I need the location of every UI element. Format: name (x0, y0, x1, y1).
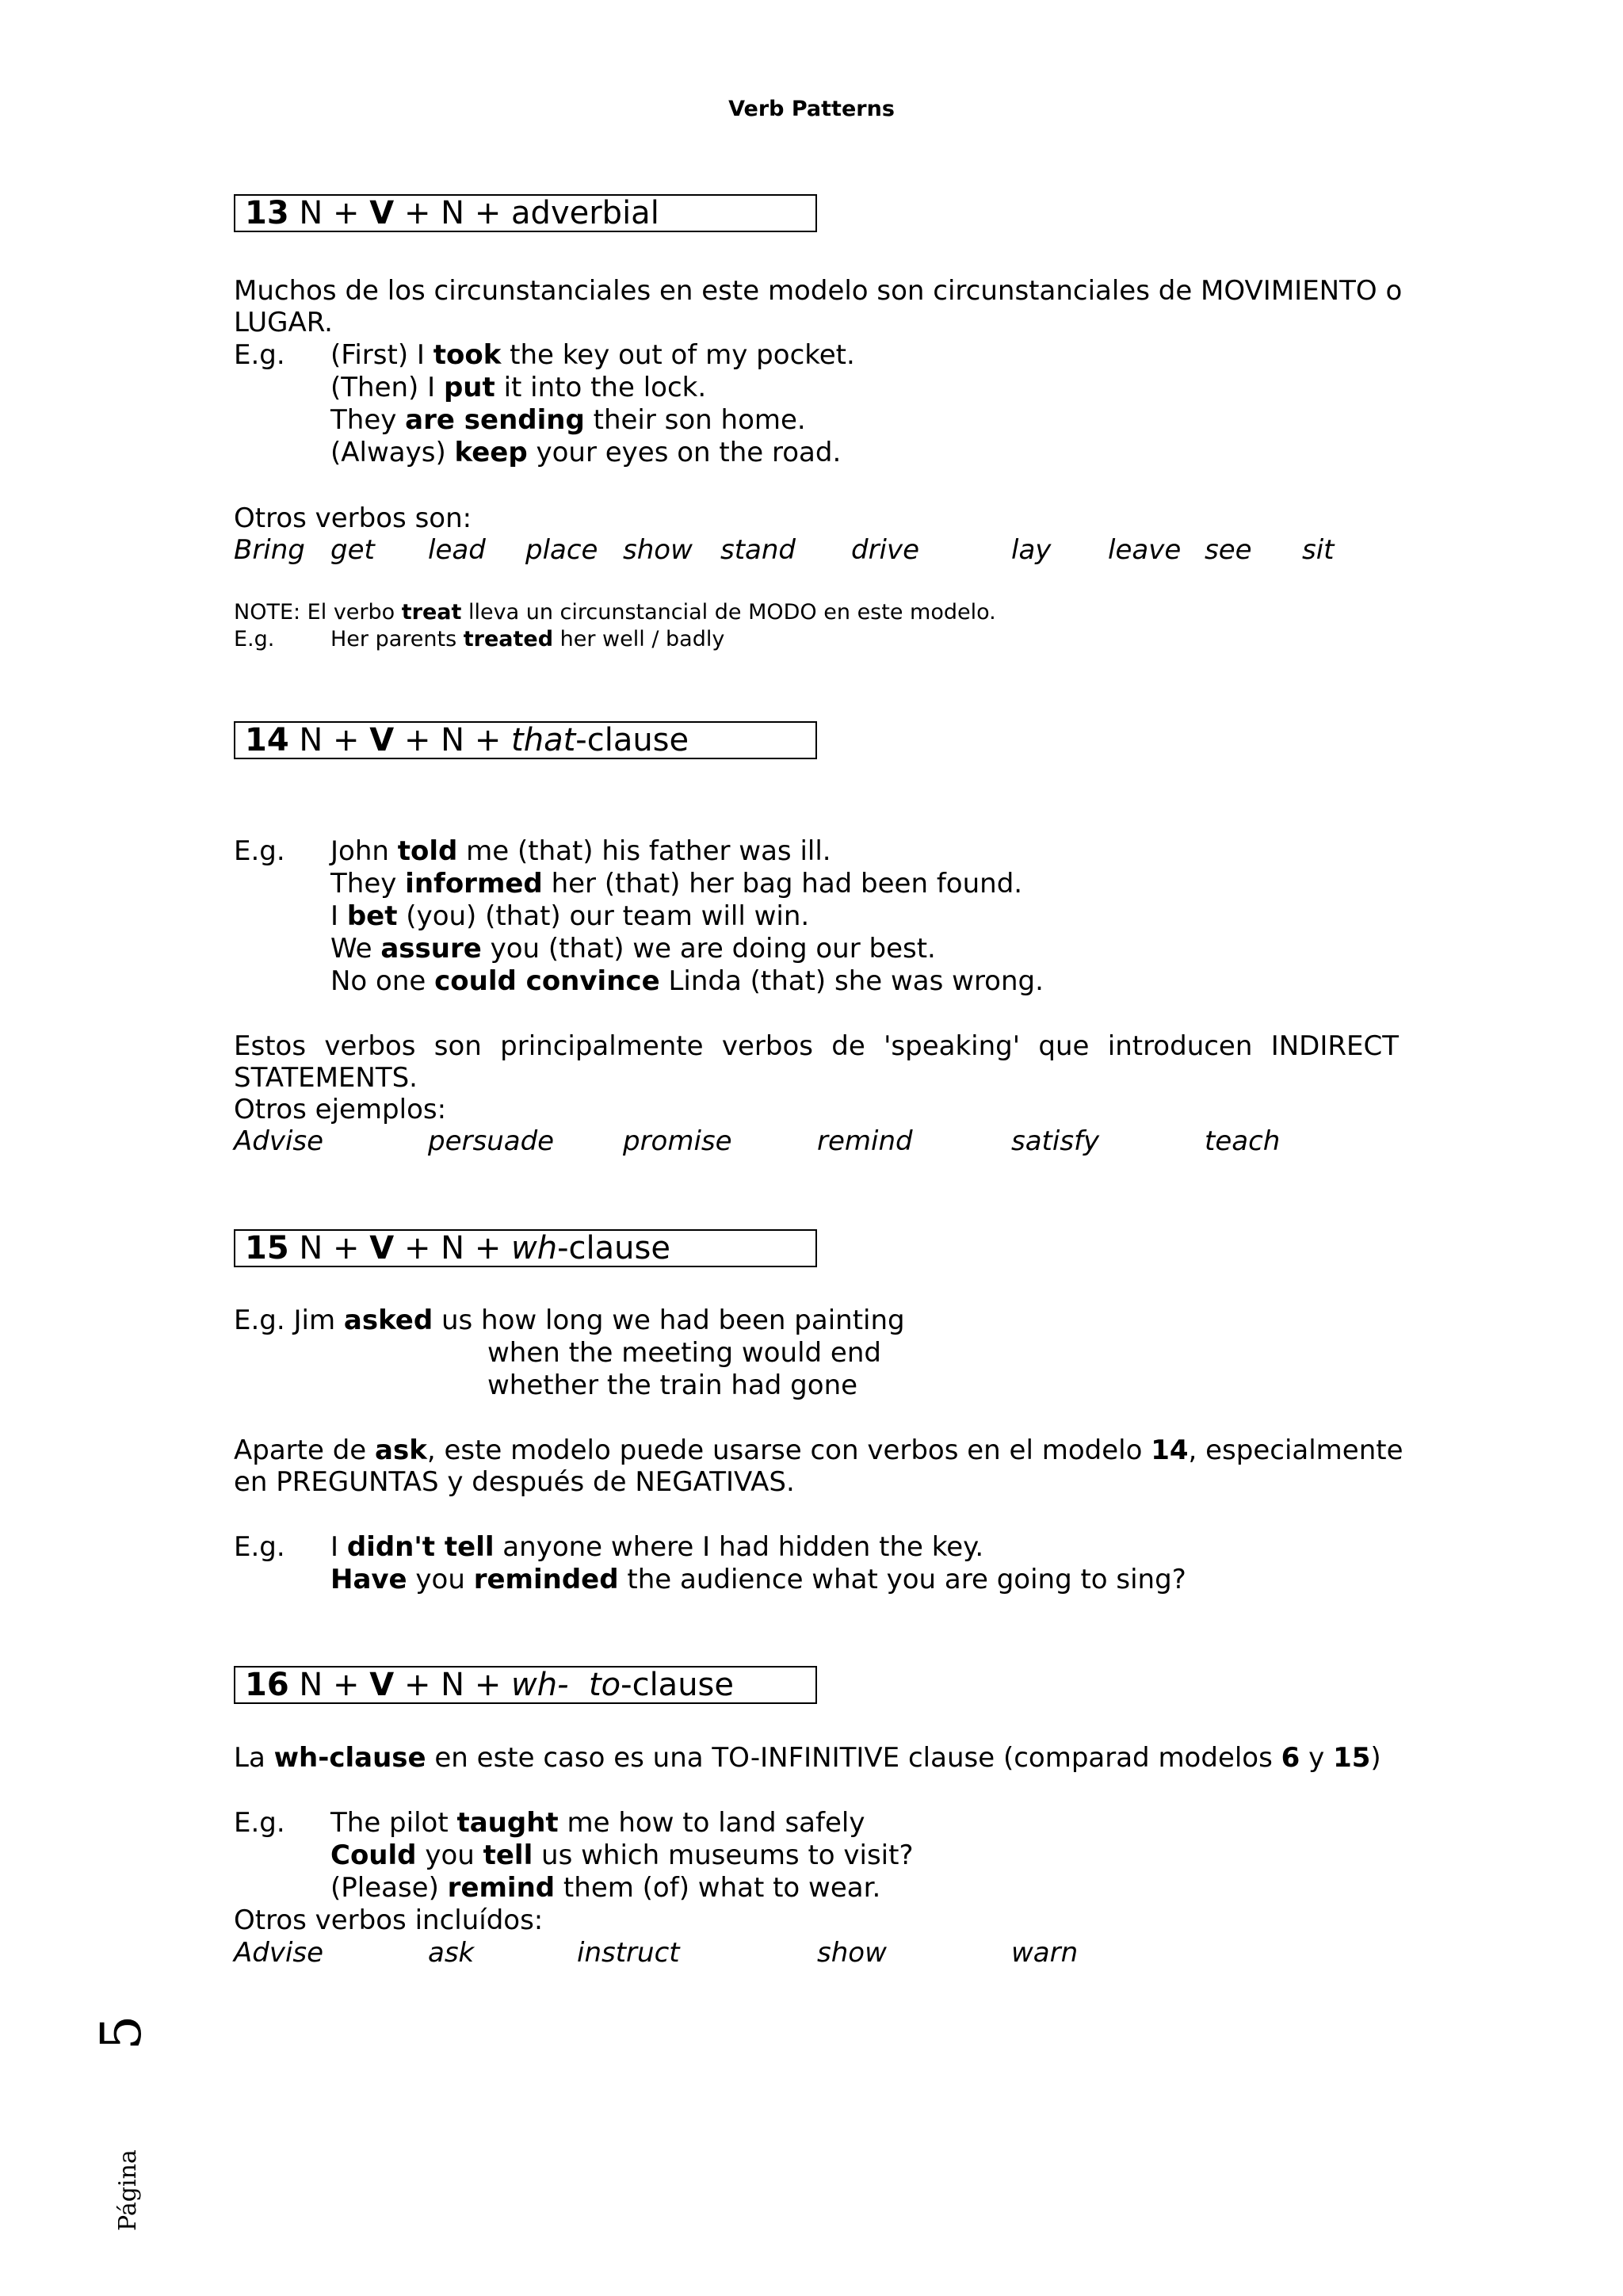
s14-eg-label: E.g. (234, 835, 285, 867)
s15-example-4: I didn't tell anyone where I had hidden the key. (330, 1531, 984, 1563)
s15-example-3: whether the train had gone (487, 1370, 858, 1401)
verb-item: leave (1108, 534, 1182, 566)
s14-description-line2: STATEMENTS. (234, 1062, 418, 1094)
page-number: 5 (89, 2015, 154, 2050)
verb-item: ask (428, 1937, 475, 1969)
s13-description-line2: LUGAR. (234, 307, 333, 338)
verb-item: lay (1011, 534, 1052, 566)
verb-item: stand (720, 534, 796, 566)
verb-item: lead (428, 534, 486, 566)
s15-example-1: E.g. Jim asked us how long we had been painting (234, 1305, 905, 1336)
verb-item: satisfy (1011, 1125, 1100, 1157)
s14-example-3: I bet (you) (that) our team will win. (330, 900, 810, 932)
s13-verb-list (0, 534, 1623, 566)
page-word: Página (114, 2149, 142, 2231)
verb-item: see (1205, 534, 1252, 566)
pattern-number: 16 (245, 1667, 289, 1703)
verb-item: show (623, 534, 693, 566)
verb-item: warn (1011, 1937, 1079, 1969)
s16-other-verbs-label: Otros verbos incluídos: (234, 1904, 544, 1936)
pattern-15-heading: 15 N + V + N + wh-clause (234, 1229, 817, 1267)
pattern-14-heading: 14 N + V + N + that-clause (234, 721, 817, 759)
s13-other-verbs-label: Otros verbos son: (234, 502, 472, 534)
pattern-number: 13 (245, 195, 289, 231)
verb-item: Bring (234, 534, 305, 566)
s14-example-5: No one could convince Linda (that) she was wrong. (330, 965, 1044, 997)
s13-example-1: (First) I took the key out of my pocket. (330, 339, 855, 371)
verb-item: place (525, 534, 598, 566)
verb-item: sit (1302, 534, 1335, 566)
s15-eg-label: E.g. (234, 1531, 285, 1563)
s15-description-line1: Aparte de ask, este modelo puede usarse con verbos en el modelo 14, especialmente (234, 1435, 1403, 1466)
pattern-number: 14 (245, 722, 289, 758)
pattern-16-heading: 16 N + V + N + wh- to-clause (234, 1666, 817, 1704)
s13-example-3: They are sending their son home. (330, 404, 806, 436)
s13-note: NOTE: El verbo treat lleva un circunstancial de MODO en este modelo. (234, 600, 996, 625)
s14-other-examples-label: Otros ejemplos: (234, 1094, 447, 1125)
s13-note-example: Her parents treated her well / badly (330, 627, 725, 651)
verb-item: promise (623, 1125, 732, 1157)
s14-example-4: We assure you (that) we are doing our best. (330, 933, 936, 965)
verb-item: teach (1205, 1125, 1281, 1157)
s14-example-2: They informed her (that) her bag had been found. (330, 868, 1023, 900)
s14-example-1: John told me (that) his father was ill. (330, 835, 831, 867)
s16-example-2: Could you tell us which museums to visit? (330, 1839, 914, 1871)
s13-note-eg-label: E.g. (234, 627, 275, 651)
verb-item: drive (851, 534, 920, 566)
verb-item: Advise (234, 1937, 324, 1969)
s16-eg-label: E.g. (234, 1807, 285, 1839)
s13-eg-label: E.g. (234, 339, 285, 371)
s14-description-line1: Estos verbos son principalmente verbos de 'speaking' que introducen INDIRECT (234, 1030, 1399, 1062)
s16-example-1: The pilot taught me how to land safely (330, 1807, 865, 1839)
s15-description-line2: en PREGUNTAS y después de NEGATIVAS. (234, 1466, 795, 1498)
s16-example-3: (Please) remind them (of) what to wear. (330, 1872, 881, 1904)
verb-item: persuade (428, 1125, 555, 1157)
verb-item: Advise (234, 1125, 324, 1157)
verb-item: instruct (577, 1937, 680, 1969)
verb-item: get (330, 534, 375, 566)
verb-item: remind (817, 1125, 913, 1157)
s13-example-2: (Then) I put it into the lock. (330, 372, 707, 403)
s16-description: La wh-clause en este caso es una TO-INFINITIVE clause (comparad modelos 6 y 15) (234, 1742, 1381, 1774)
s13-description-line1: Muchos de los circunstanciales en este modelo son circunstanciales de MOVIMIENTO o (234, 275, 1403, 307)
s15-example-2: when the meeting would end (487, 1337, 881, 1369)
verb-item: show (817, 1937, 887, 1969)
s13-example-4: (Always) keep your eyes on the road. (330, 437, 842, 468)
page-header-title: Verb Patterns (728, 97, 895, 121)
pattern-13-heading: 13 N + V + N + adverbial (234, 194, 817, 232)
s14-verb-list (0, 1125, 1623, 1157)
pattern-number: 15 (245, 1230, 289, 1266)
s16-verb-list (0, 1937, 1623, 1969)
s15-example-5: Have you reminded the audience what you are going to sing? (330, 1564, 1186, 1595)
